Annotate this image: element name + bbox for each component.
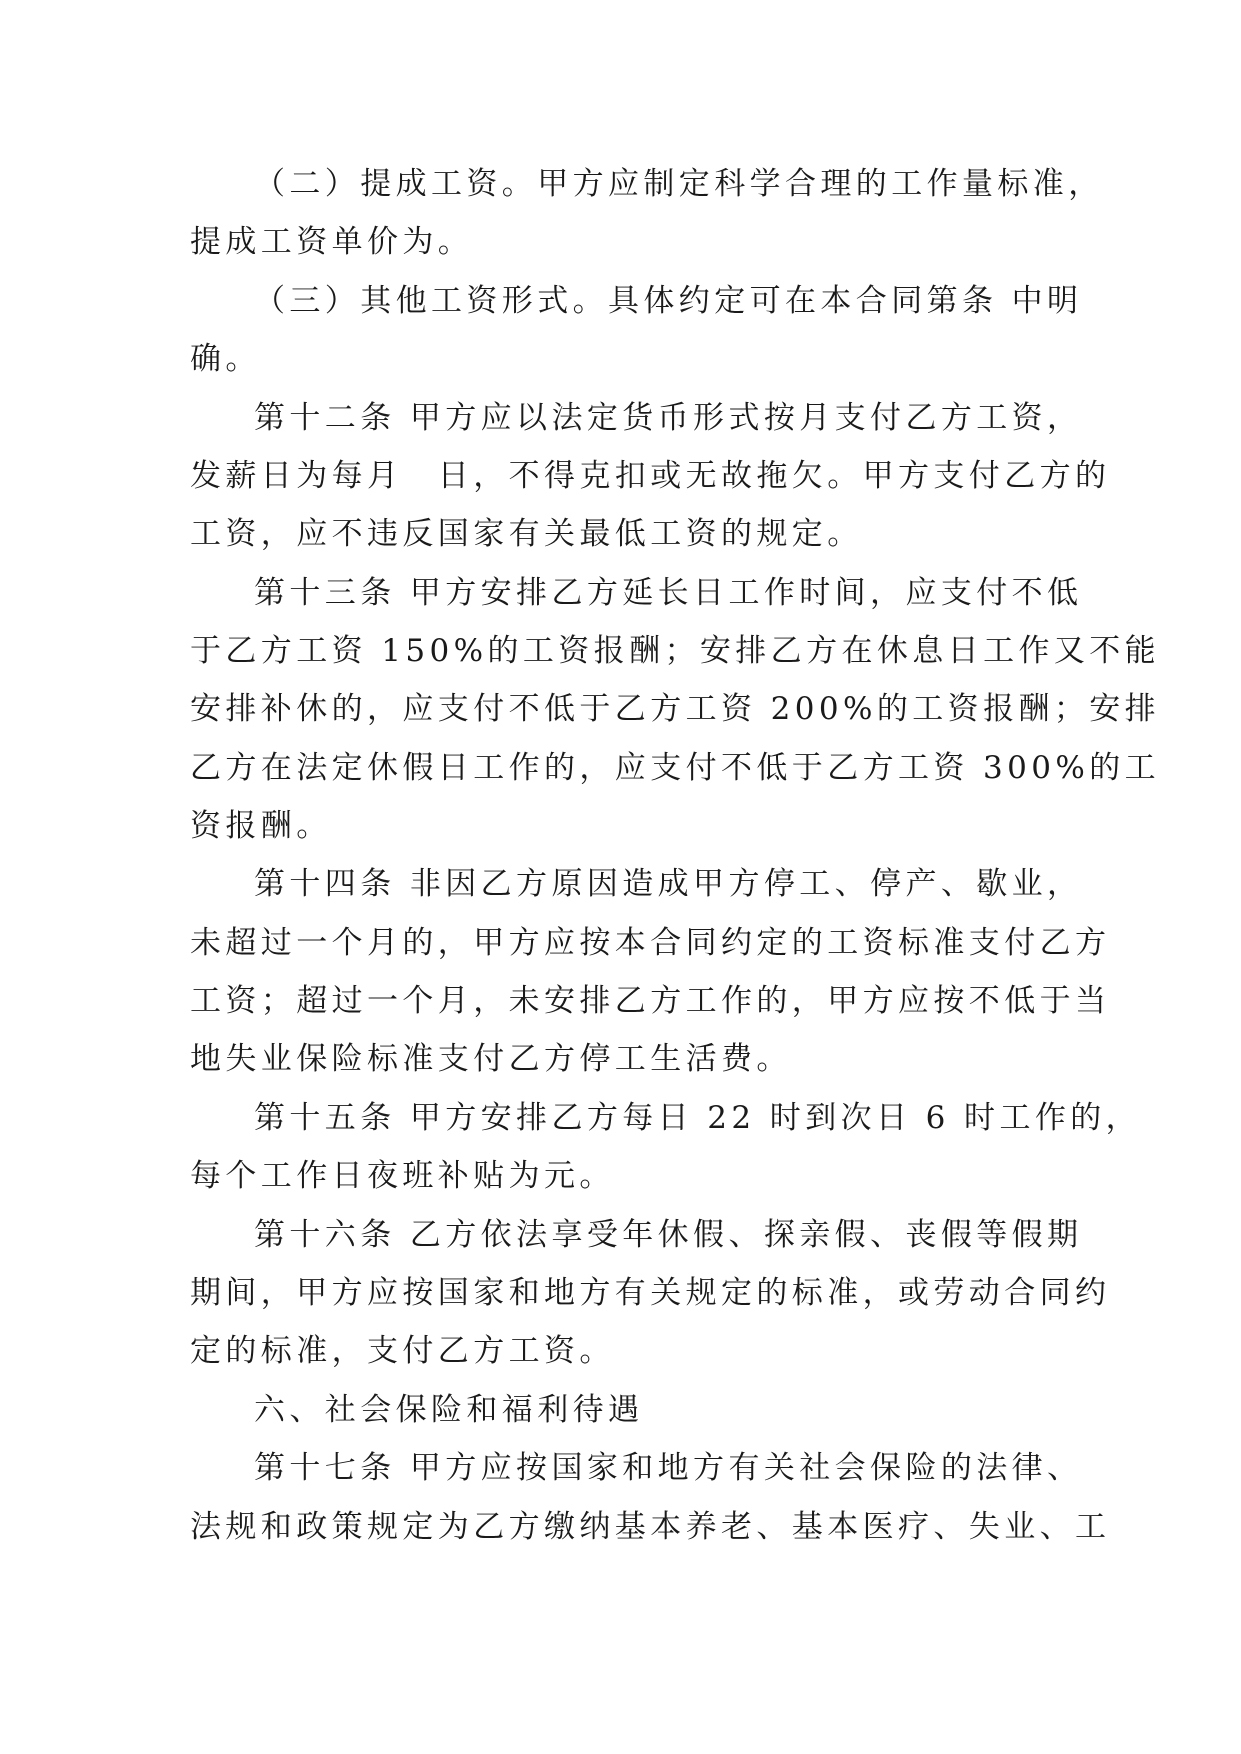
text-line: 提成工资单价为。: [190, 224, 474, 260]
text-line: 期间，甲方应按国家和地方有关规定的标准，或劳动合同约: [190, 1275, 1111, 1311]
text-line: 确。: [190, 341, 261, 377]
text-line: 第十六条 乙方依法享受年休假、探亲假、丧假等假期: [254, 1217, 1083, 1253]
text-line: 第十七条 甲方应按国家和地方有关社会保险的法律、: [254, 1450, 1083, 1486]
text-line: 未超过一个月的，甲方应按本合同约定的工资标准支付乙方: [190, 925, 1111, 961]
text-line: 资报酬。: [190, 808, 332, 844]
text-line: 发薪日为每月 日，不得克扣或无故拖欠。甲方支付乙方的: [190, 458, 1111, 494]
text-line: 乙方在法定休假日工作的，应支付不低于乙方工资 300%的工: [190, 750, 1161, 786]
text-line: 地失业保险标准支付乙方停工生活费。: [190, 1041, 792, 1077]
section-heading: 六、社会保险和福利待遇: [254, 1392, 644, 1428]
text-line: 第十四条 非因乙方原因造成甲方停工、停产、歇业，: [254, 866, 1083, 902]
text-line: 安排补休的，应支付不低于乙方工资 200%的工资报酬；安排: [190, 691, 1161, 727]
text-line: 每个工作日夜班补贴为元。: [190, 1158, 615, 1194]
text-line: 于乙方工资 150%的工资报酬；安排乙方在休息日工作又不能: [190, 633, 1161, 669]
text-line: 工资，应不违反国家有关最低工资的规定。: [190, 516, 863, 552]
text-line: 法规和政策规定为乙方缴纳基本养老、基本医疗、失业、工: [190, 1509, 1111, 1545]
text-line: 第十二条 甲方应以法定货币形式按月支付乙方工资，: [254, 400, 1083, 436]
text-line: 第十三条 甲方安排乙方延长日工作时间，应支付不低: [254, 575, 1083, 611]
text-line: （三）其他工资形式。具体约定可在本合同第条 中明: [254, 283, 1083, 319]
text-line: 第十五条 甲方安排乙方每日 22 时到次日 6 时工作的，: [254, 1100, 1142, 1136]
text-line: 定的标准，支付乙方工资。: [190, 1333, 615, 1369]
text-line: 工资；超过一个月，未安排乙方工作的，甲方应按不低于当: [190, 983, 1111, 1019]
text-line: （二）提成工资。甲方应制定科学合理的工作量标准，: [254, 166, 1104, 202]
